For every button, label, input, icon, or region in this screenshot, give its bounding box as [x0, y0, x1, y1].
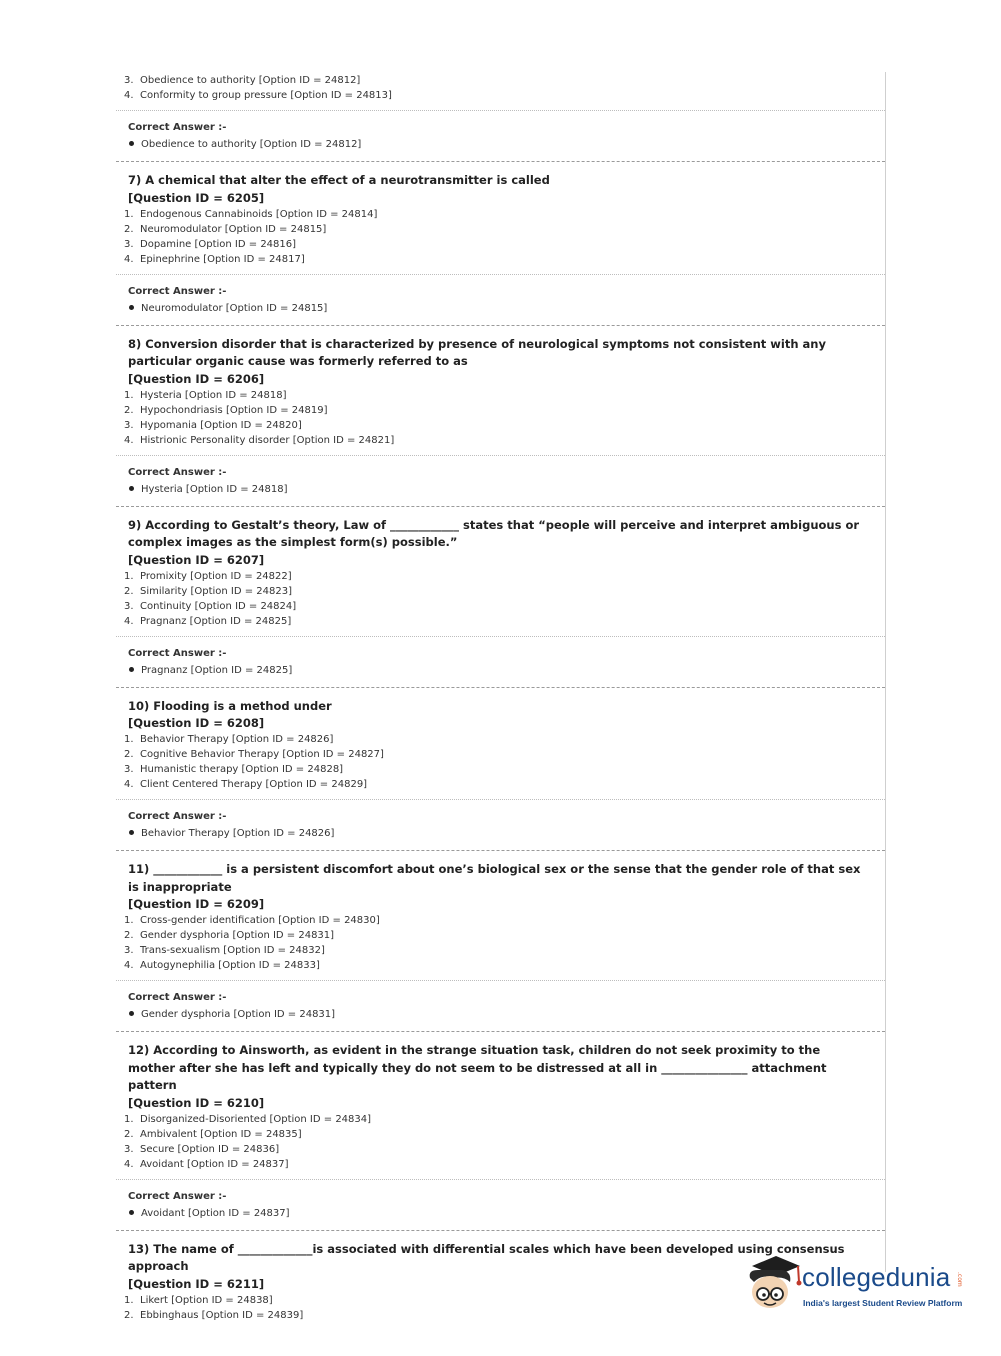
- answer-value: [128, 136, 885, 153]
- option-text: Epinephrine [Option ID = 24817]: [140, 253, 305, 265]
- answer-value: [128, 481, 885, 498]
- answer-text: Obedience to authority [Option ID = 24812]: [141, 139, 362, 150]
- option-item: [124, 913, 885, 928]
- option-item: [124, 958, 885, 973]
- collegedunia-logo: [742, 1250, 972, 1320]
- question-text: 9) According to Gestalt’s theory, Law of ____________ states that “people will perceive and interpret ambiguous or complex images as the simplest form(s) possible.”: [128, 517, 860, 549]
- answer-text: Avoidant [Option ID = 24837]: [141, 1207, 290, 1219]
- answer-label: Correct Answer :-: [128, 647, 227, 659]
- question-text: 13) The name of _____________is associated with differential scales which have been developed using consensus approach: [128, 1241, 845, 1273]
- prev-question-options: [116, 72, 885, 110]
- option-item: [124, 237, 885, 252]
- option-number: 4.: [124, 779, 134, 790]
- option-text: Ebbinghaus [Option ID = 24839]: [140, 1309, 304, 1321]
- option-number: 4.: [124, 90, 134, 101]
- option-item: [124, 584, 885, 599]
- option-text: Gender dysphoria [Option ID = 24831]: [140, 930, 335, 941]
- option-item: [124, 1127, 885, 1142]
- question-id: [Question ID = 6211]: [128, 1276, 265, 1291]
- option-text: Autogynephilia [Option ID = 24833]: [140, 960, 320, 971]
- option-number: 3.: [124, 764, 134, 775]
- option-number: 1.: [124, 734, 134, 745]
- answer-block: [116, 637, 885, 687]
- option-item: [124, 1112, 885, 1127]
- option-text: Dopamine [Option ID = 24816]: [140, 238, 297, 250]
- option-text: Avoidant [Option ID = 24837]: [140, 1158, 289, 1170]
- answer-text: Hysteria [Option ID = 24818]: [141, 483, 288, 495]
- options-list: [116, 207, 885, 267]
- option-number: 3.: [124, 238, 134, 250]
- option-number: 1.: [124, 208, 134, 220]
- answer-value: [128, 825, 885, 842]
- option-item: [124, 418, 885, 433]
- option-text: Endogenous Cannabinoids [Option ID = 24814]: [140, 208, 378, 220]
- option-number: 4.: [124, 434, 134, 446]
- answer-text: Behavior Therapy [Option ID = 24826]: [141, 828, 335, 839]
- option-text: Promixity [Option ID = 24822]: [140, 570, 292, 582]
- option-number: 4.: [124, 960, 134, 971]
- option-number: 3.: [124, 75, 134, 86]
- answer-value: [128, 662, 885, 679]
- question-id: [Question ID = 6205]: [128, 190, 265, 205]
- logo-name: collegedunia: [802, 1262, 951, 1292]
- answer-text: Neuromodulator [Option ID = 24815]: [141, 302, 328, 314]
- logo-suffix: .com: [956, 1272, 963, 1287]
- option-number: 4.: [124, 253, 134, 265]
- option-number: 1.: [124, 570, 134, 582]
- option-item: [124, 614, 885, 629]
- option-number: 2.: [124, 749, 134, 760]
- questions-list: [116, 161, 885, 1330]
- option-item: [124, 747, 885, 762]
- answer-text: Gender dysphoria [Option ID = 24831]: [141, 1009, 336, 1020]
- option-text: Hypochondriasis [Option ID = 24819]: [140, 404, 328, 416]
- question-block: [116, 507, 885, 636]
- option-item: [124, 207, 885, 222]
- option-text: Behavior Therapy [Option ID = 24826]: [140, 734, 334, 745]
- answer-block: [116, 275, 885, 325]
- option-text: Conformity to group pressure [Option ID = 24813]: [140, 90, 392, 101]
- answer-label: Correct Answer :-: [128, 992, 227, 1003]
- option-number: 3.: [124, 1143, 134, 1155]
- mascot-icon: [742, 1252, 802, 1314]
- answer-label: Correct Answer :-: [128, 285, 227, 297]
- option-text: Similarity [Option ID = 24823]: [140, 585, 293, 597]
- option-text: Likert [Option ID = 24838]: [140, 1294, 273, 1306]
- question-text: 7) A chemical that alter the effect of a neurotransmitter is called: [128, 173, 550, 187]
- option-item: [124, 928, 885, 943]
- option-text: Cognitive Behavior Therapy [Option ID = 24827]: [140, 749, 384, 760]
- options-list: [116, 388, 885, 448]
- option-number: 3.: [124, 419, 134, 431]
- option-number: 2.: [124, 930, 134, 941]
- option-number: 2.: [124, 404, 134, 416]
- option-text: Pragnanz [Option ID = 24825]: [140, 615, 292, 627]
- question-block: [116, 1032, 885, 1179]
- option-item: [124, 388, 885, 403]
- option-number: 4.: [124, 615, 134, 627]
- answer-block: [116, 456, 885, 506]
- question-id: [Question ID = 6206]: [128, 371, 265, 386]
- answer-label: Correct Answer :-: [128, 122, 227, 133]
- bullet-icon: [129, 667, 134, 672]
- option-text: Ambivalent [Option ID = 24835]: [140, 1128, 302, 1140]
- prev-answer-block: [116, 111, 885, 161]
- options-list: [116, 732, 885, 792]
- bullet-icon: [129, 1011, 134, 1016]
- question-id: [Question ID = 6208]: [128, 716, 265, 730]
- option-text: Trans-sexualism [Option ID = 24832]: [140, 945, 325, 956]
- answer-block: [116, 800, 885, 850]
- option-item: [124, 403, 885, 418]
- bullet-icon: [129, 486, 134, 491]
- question-block: [116, 326, 885, 455]
- answer-block: [116, 981, 885, 1031]
- question-id: [Question ID = 6207]: [128, 552, 265, 567]
- option-number: 2.: [124, 223, 134, 235]
- question-block: [116, 688, 885, 800]
- option-item: [124, 943, 885, 958]
- option-number: 2.: [124, 1309, 134, 1321]
- option-item: [124, 569, 885, 584]
- option-item: [124, 777, 885, 792]
- answer-label: Correct Answer :-: [128, 466, 227, 478]
- option-item: [124, 1142, 885, 1157]
- option-item: [124, 252, 885, 267]
- option-number: 2.: [124, 1128, 134, 1140]
- option-item: [124, 599, 885, 614]
- option-item: [124, 762, 885, 777]
- logo-tagline: India's largest Student Review Platform: [803, 1298, 963, 1308]
- option-number: 1.: [124, 389, 134, 401]
- option-number: 1.: [124, 1294, 134, 1306]
- question-id: [Question ID = 6209]: [128, 897, 265, 911]
- option-item: [124, 732, 885, 747]
- option-number: 3.: [124, 600, 134, 612]
- answer-value: [128, 1205, 885, 1222]
- bullet-icon: [129, 305, 134, 310]
- option-text: Secure [Option ID = 24836]: [140, 1143, 280, 1155]
- option-number: 3.: [124, 945, 134, 956]
- options-list: [116, 569, 885, 629]
- question-text: 12) According to Ainsworth, as evident in the strange situation task, children do not seek proximity to the mother after she has left and typically they do not seem to be distressed at all in _______________ attachment pattern: [128, 1043, 827, 1092]
- option-text: Obedience to authority [Option ID = 24812]: [140, 75, 361, 86]
- question-block: [116, 162, 885, 274]
- option-item: [124, 1157, 885, 1172]
- answer-value: [128, 1006, 885, 1023]
- bullet-icon: [129, 830, 134, 835]
- option-item: [124, 73, 885, 88]
- option-item: [124, 88, 885, 103]
- option-text: Client Centered Therapy [Option ID = 24829]: [140, 779, 368, 790]
- answer-label: Correct Answer :-: [128, 811, 227, 822]
- question-text: 8) Conversion disorder that is characterized by presence of neurological symptoms not consistent with any particular organic cause was formerly referred to as: [128, 336, 826, 368]
- answer-text: Pragnanz [Option ID = 24825]: [141, 664, 293, 676]
- answer-label: Correct Answer :-: [128, 1190, 227, 1202]
- answer-block: [116, 1180, 885, 1230]
- option-text: Neuromodulator [Option ID = 24815]: [140, 223, 327, 235]
- question-text: 11) ____________ is a persistent discomfort about one’s biological sex or the sense that the gender role of that sex is inappropriate: [128, 862, 861, 894]
- option-text: Humanistic therapy [Option ID = 24828]: [140, 764, 344, 775]
- option-text: Continuity [Option ID = 24824]: [140, 600, 297, 612]
- option-number: 1.: [124, 915, 134, 926]
- option-item: [124, 433, 885, 448]
- option-number: 4.: [124, 1158, 134, 1170]
- question-block: [116, 851, 885, 980]
- option-text: Disorganized-Disoriented [Option ID = 24834]: [140, 1113, 372, 1125]
- bullet-icon: [129, 141, 134, 146]
- option-number: 2.: [124, 585, 134, 597]
- bullet-icon: [129, 1210, 134, 1215]
- option-text: Cross-gender identification [Option ID = 24830]: [140, 915, 380, 926]
- question-text: 10) Flooding is a method under: [128, 698, 332, 713]
- options-list: [116, 1112, 885, 1172]
- answer-value: [128, 300, 885, 317]
- options-list: [116, 913, 885, 973]
- option-number: 1.: [124, 1113, 134, 1125]
- option-item: [124, 222, 885, 237]
- question-id: [Question ID = 6210]: [128, 1095, 265, 1110]
- option-text: Hysteria [Option ID = 24818]: [140, 389, 287, 401]
- option-text: Histrionic Personality disorder [Option ID = 24821]: [140, 434, 395, 446]
- option-text: Hypomania [Option ID = 24820]: [140, 419, 302, 431]
